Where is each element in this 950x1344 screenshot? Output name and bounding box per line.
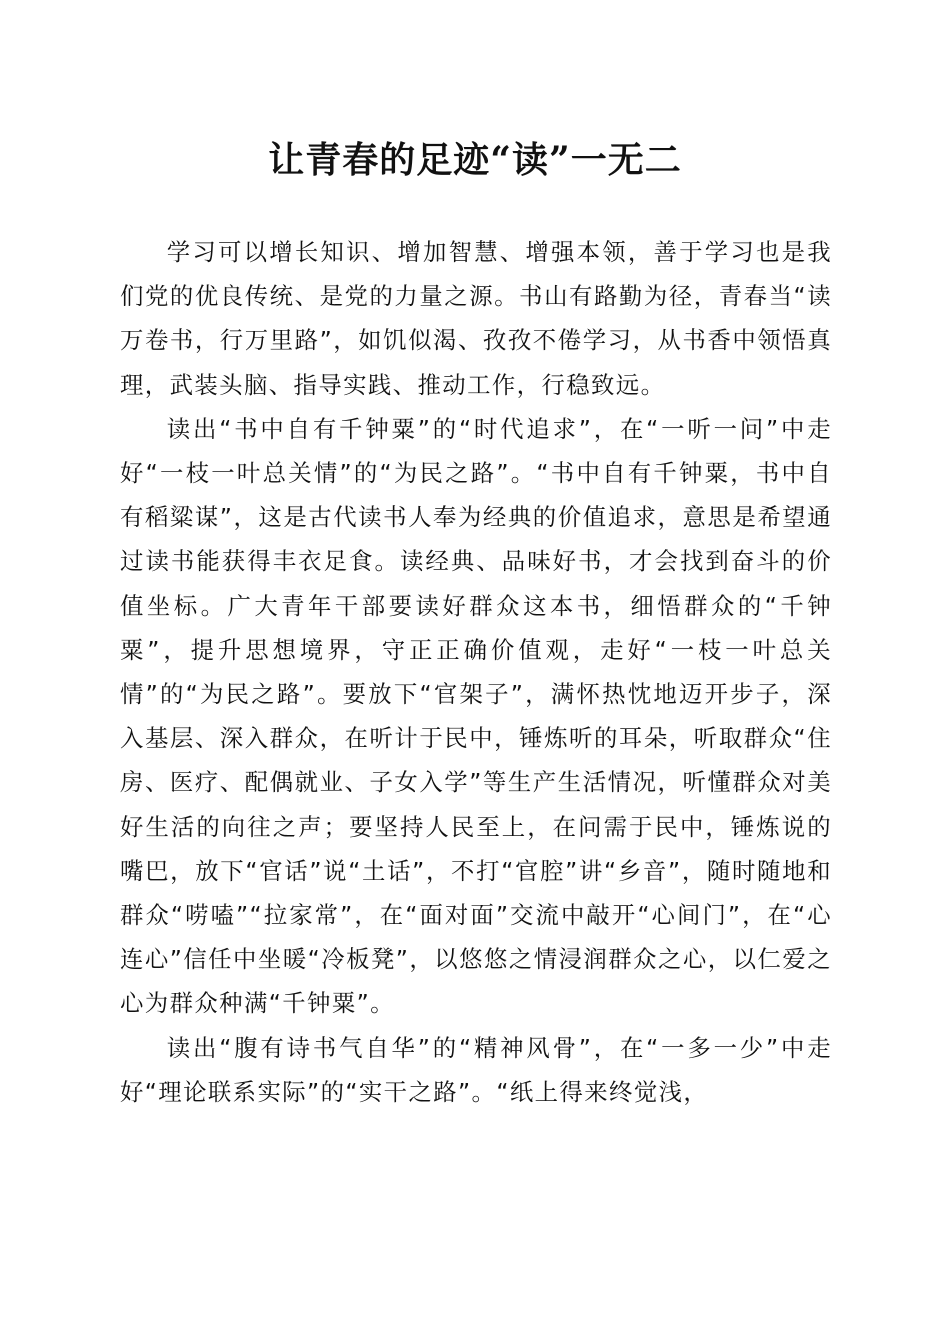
- document-body: [120, 230, 832, 1114]
- paragraph-section-1: 读出“书中自有千钟粟”的“时代追求”，在“一听一问”中走好“一枝一叶总关情”的“为民之路”。“书中自有千钟粟，书中自有稻粱谋”，这是古代读书人奉为经典的价值追求，意思是希望通过读书能获得丰衣足食。读经典、品味好书，才会找到奋斗的价值坐标。广大青年干部要读好群众这本书，细悟群众的“千钟粟”，提升思想境界，守正正确价值观，走好“一枝一叶总关情”的“为民之路”。要放下“官架子”，满怀热忱地迈开步子，深入基层、深入群众，在听计于民中，锤炼听的耳朵，听取群众“住房、医疗、配偶就业、子女入学”等生产生活情况，听懂群众对美好生活的向往之声；要坚持人民至上，在问需于民中，锤炼说的嘴巴，放下“官话”说“土话”，不打“官腔”讲“乡音”，随时随地和群众“唠嗑”“拉家常”，在“面对面”交流中敲开“心间门”，在“心连心”信任中坐暖“冷板凳”，以悠悠之情浸润群众之心，以仁爱之心为群众种满“千钟粟”。: [120, 414, 832, 1018]
- paragraph-section-2: 读出“腹有诗书气自华”的“精神风骨”，在“一多一少”中走好“理论联系实际”的“实干之路”。“纸上得来终觉浅，: [120, 1033, 832, 1106]
- paragraph-intro: 学习可以增长知识、增加智慧、增强本领，善于学习也是我们党的优良传统、是党的力量之源。书山有路勤为径，青春当“读万卷书，行万里路”，如饥似渴、孜孜不倦学习，从书香中领悟真理，武装头脑、指导实践、推动工作，行稳致远。: [120, 238, 832, 399]
- document-title: 让青春的足迹“读”一无二: [268, 139, 682, 181]
